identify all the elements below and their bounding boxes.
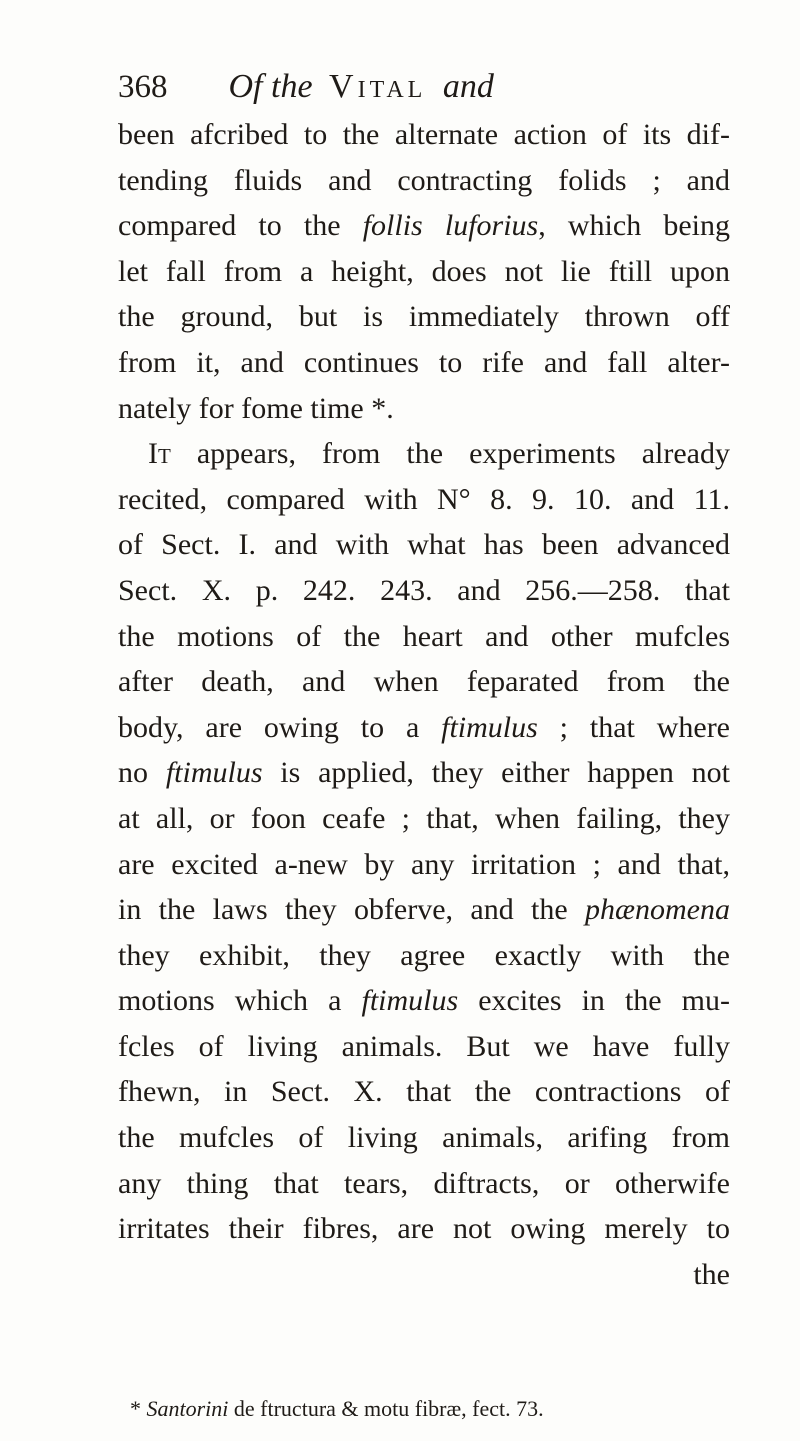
footnote <box>130 1394 740 1424</box>
latin-term: ftimulus <box>165 756 263 790</box>
paragraph-start-line <box>118 431 730 477</box>
text-line: at all, or foon ceafe ; that, when failing, they <box>118 801 730 835</box>
catchword: the <box>693 1257 730 1291</box>
text-fragment: , which being <box>538 209 730 243</box>
text-fragment: ; that where <box>537 710 730 744</box>
footnote-text: de ftructura & motu fibræ, fect. 73. <box>228 1396 544 1421</box>
latin-term: phænomena <box>585 893 730 927</box>
text-line: fhewn, in Sect. X. that the contractions of <box>118 1075 730 1109</box>
running-title-of: Of the <box>228 68 313 105</box>
latin-term: ftimulus <box>361 984 459 1018</box>
text-fragment: motions which a <box>118 984 362 1018</box>
text-line <box>118 203 730 249</box>
text-line: the motions of the heart and other mufcles <box>118 619 730 653</box>
text-fragment: compared to the <box>118 209 363 243</box>
footnote-author: Santorini <box>146 1396 229 1421</box>
text-line: recited, compared with N° 8. 9. 10. and 11. <box>118 482 730 516</box>
text-fragment: is applied, they either happen not <box>262 756 730 790</box>
latin-term: ftimulus <box>441 710 538 744</box>
running-title <box>229 62 494 112</box>
text-fragment: no <box>118 756 166 790</box>
running-title-vital: Vital <box>329 68 427 105</box>
running-title-and: and <box>442 68 494 105</box>
text-line: of Sect. I. and with what has been advanced <box>118 528 730 562</box>
text-line <box>118 887 730 933</box>
text-line: Sect. X. p. 242. 243. and 256.—258. that <box>118 573 730 607</box>
footnote-mark: * <box>130 1396 141 1421</box>
text-line: been afcribed to the alternate action of its dif- <box>118 118 730 151</box>
text-line: nately for fome time *. <box>118 391 394 425</box>
text-line <box>118 705 730 751</box>
text-fragment: excites in the mu- <box>458 984 730 1018</box>
text-line: tending fluids and contracting folids ; and <box>118 163 730 197</box>
text-line <box>118 750 730 796</box>
text-line: the mufcles of living animals, arifing from <box>118 1121 730 1155</box>
text-line: any thing that tears, diftracts, or otherwife <box>118 1166 730 1200</box>
text-line: are excited a-new by any irritation ; and that, <box>118 847 730 881</box>
page-number: 368 <box>118 69 168 105</box>
text-line <box>118 978 730 1024</box>
body-text <box>118 112 730 1297</box>
text-fragment: in the laws they obferve, and the <box>118 893 585 927</box>
text-line: from it, and continues to rife and fall alter- <box>118 345 730 379</box>
text-fragment: appears, from the experiments already <box>170 437 730 471</box>
latin-term: follis luforius <box>362 209 539 243</box>
text-fragment: body, are owing to a <box>118 710 442 744</box>
text-line: they exhibit, they agree exactly with the <box>118 938 730 972</box>
text-line: fcles of living animals. But we have fully <box>118 1029 730 1063</box>
paragraph-initial: It <box>148 437 171 471</box>
text-line: irritates their fibres, are not owing merely to <box>118 1212 730 1246</box>
text-line: let fall from a height, does not lie ftill upon <box>118 254 730 288</box>
text-line: after death, and when feparated from the <box>118 665 730 699</box>
text-line: the ground, but is immediately thrown off <box>118 300 730 334</box>
page-header <box>118 62 678 112</box>
